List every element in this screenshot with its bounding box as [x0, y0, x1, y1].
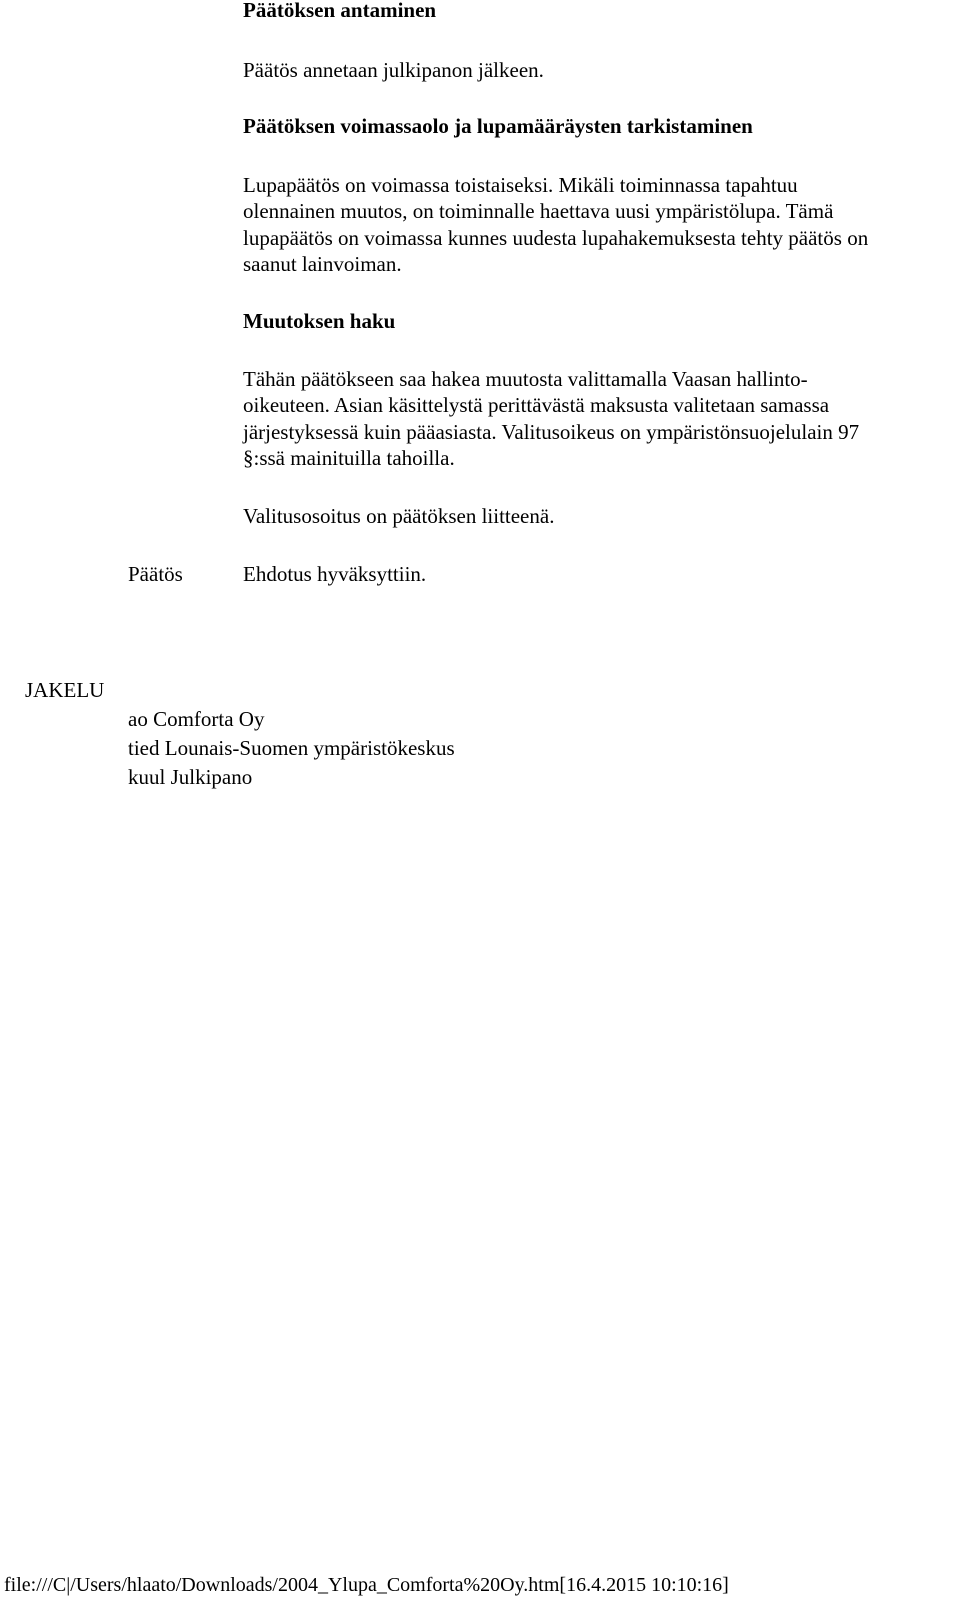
footer-file-path: file:///C|/Users/hlaato/Downloads/2004_Ylupa_Comforta%20Oy.htm[16.4.2015 10:10:16]	[4, 1574, 729, 1596]
text-line: olennainen muutos, on toiminnalle haettava uusi ympäristölupa. Tämä	[243, 199, 834, 224]
text-line: oikeuteen. Asian käsittelystä perittävästä maksusta valitetaan samassa	[243, 393, 830, 418]
distribution-item: kuul Julkipano	[128, 765, 253, 789]
section-heading-muutoksenhaku: Muutoksen haku	[243, 309, 396, 333]
section-heading-voimassaolo: Päätöksen voimassaolo ja lupamääräysten tarkistaminen	[243, 114, 753, 138]
section-heading-antaminen: Päätöksen antaminen	[243, 0, 437, 22]
valitusosoitus-text: Valitusosoitus on päätöksen liitteenä.	[243, 504, 555, 528]
text-line: Lupapäätös on voimassa toistaiseksi. Mikäli toiminnassa tapahtuu	[243, 173, 798, 197]
text-line: saanut lainvoiman.	[243, 251, 402, 276]
distribution-item: tied Lounais-Suomen ympäristökeskus	[128, 736, 455, 760]
distribution-label: JAKELU	[25, 678, 105, 702]
decision-text: Ehdotus hyväksyttiin.	[243, 562, 427, 586]
text-line: lupapäätös on voimassa kunnes uudesta lupahakemuksesta tehty päätös on	[243, 225, 869, 250]
muutoksenhaku-paragraph	[243, 366, 859, 471]
decision-label: Päätös	[128, 562, 183, 586]
distribution-list	[128, 705, 455, 792]
antaminen-text: Päätös annetaan julkipanon jälkeen.	[243, 58, 544, 82]
distribution-item: ao Comforta Oy	[128, 707, 265, 731]
text-line: Tähän päätökseen saa hakea muutosta valittamalla Vaasan hallinto-	[243, 367, 808, 391]
voimassaolo-paragraph	[243, 172, 868, 277]
text-line: §:ssä mainituilla tahoilla.	[243, 445, 455, 470]
text-line: järjestyksessä kuin pääasiasta. Valitusoikeus on ympäristönsuojelulain 97	[243, 419, 860, 444]
